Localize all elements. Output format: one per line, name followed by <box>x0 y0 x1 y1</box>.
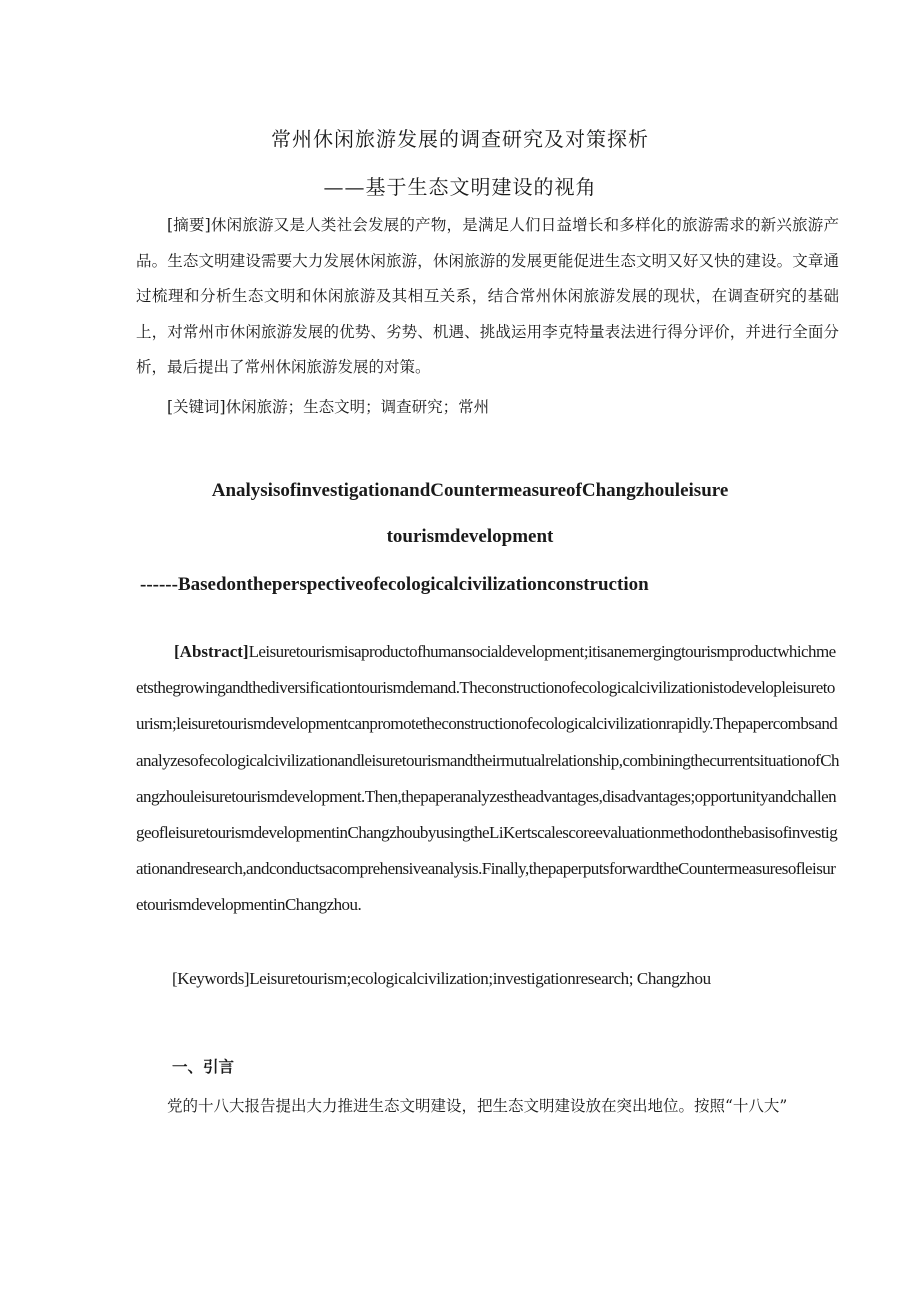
chinese-keywords: [关键词]休闲旅游；生态文明；调查研究；常州 <box>167 398 490 416</box>
english-subtitle: ------Basedontheperspectiveofecologicalcivilizationconstruction <box>140 574 649 595</box>
english-abstract-text: Leisuretourismisaproductofhumansocialdevelopment;itisanemergingtourismproductwhichmeetsthegrowingandthediversificationtourismdemand.Theconstructionofecologicalcivilizationistodevelopleisuretourism;leisuretourismdevelopmentcanpromotetheconstructionofecologicalcivilizationrapidly.Thepapercombsandanalyzesofecologicalcivilizationandleisuretourismandtheirmutualrelationship,combiningthecurrentsituationofChangzhouleisuretourismdevelopment.Then,thepaperanalyzestheadvantages,disadvantages;opportunityandchallengeofleisuretourismdevelopmentinChangzhoubyusingtheLiKertscalescoreevaluationmethodonthebasisofinvestigationandresearch,andconductsacomprehensiveanalysis.Finally,thepaperputsforwardtheCountermeasuresofleisuretourismdevelopmentinChangzhou. <box>136 642 840 915</box>
english-abstract-label: [Abstract] <box>174 642 249 661</box>
english-abstract <box>136 634 839 924</box>
introduction-paragraph: 党的十八大报告提出大力推进生态文明建设，把生态文明建设放在突出地位。按照“十八大” <box>167 1097 788 1115</box>
chinese-subtitle: ——基于生态文明建设的视角 <box>323 175 597 199</box>
chinese-title: 常州休闲旅游发展的调查研究及对策探析 <box>271 127 649 151</box>
english-keywords: [Keywords]Leisuretourism;ecologicalcivilization;investigationresearch; Changzhou <box>172 969 711 988</box>
english-title-line-2: tourismdevelopment <box>386 526 554 547</box>
chinese-abstract: [摘要]休闲旅游又是人类社会发展的产物，是满足人们日益增长和多样化的旅游需求的新兴旅游产品。生态文明建设需要大力发展休闲旅游，休闲旅游的发展更能促进生态文明又好又快的建设。文章通过梳理和分析生态文明和休闲旅游及其相互关系，结合常州休闲旅游发展的现状，在调查研究的基础上，对常州市休闲旅游发展的优势、劣势、机遇、挑战运用李克特量表法进行得分评价，并进行全面分析，最后提出了常州休闲旅游发展的对策。 <box>136 216 839 376</box>
section-heading-introduction: 一、引言 <box>172 1057 235 1076</box>
english-title-line-1: AnalysisofinvestigationandCountermeasureofChangzhouleisure <box>211 480 729 501</box>
